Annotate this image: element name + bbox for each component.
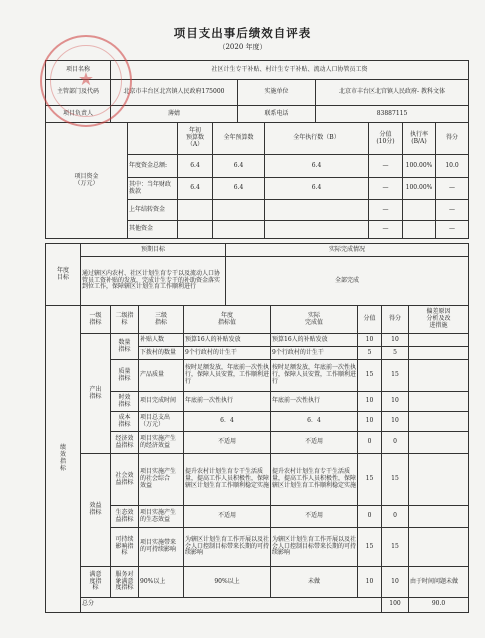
- goal-actual-text: 全部完成: [226, 257, 469, 306]
- funds-row-name: 其中：当年财政拨款: [128, 178, 178, 200]
- perf-got: 10: [382, 412, 409, 432]
- perf-score: 10: [358, 392, 382, 412]
- perf-note: [409, 347, 469, 360]
- perf-got: 0: [382, 506, 409, 528]
- phone-label: 联系电话: [238, 106, 316, 123]
- funds-row-name: 其他资金: [128, 221, 178, 239]
- funds-cell: [265, 221, 369, 239]
- funds-cell: 6.4: [265, 178, 369, 200]
- funds-cell: [178, 200, 213, 221]
- perf-target: 90%以上: [184, 567, 271, 598]
- total-score: 100: [382, 598, 409, 613]
- perf-l3: 补贴人数: [139, 334, 184, 347]
- perf-l1-effect: 效益 指标: [81, 454, 111, 567]
- perf-target: 预算16人的补贴发放: [184, 334, 271, 347]
- perf-l2: 可持续 影响指 标: [111, 528, 139, 567]
- funds-cell: [265, 200, 369, 221]
- funds-cell: —: [436, 200, 469, 221]
- perf-note: 由于时间问题未做: [409, 567, 469, 598]
- perf-l3: 项目实施带来 的可持续影响: [139, 528, 184, 567]
- phone-value: 83887115: [316, 106, 469, 123]
- seal-star-icon: ★: [77, 69, 95, 90]
- document-title: 项目支出事后绩效自评表: [173, 26, 312, 40]
- perf-header-l1: 一级 指标: [81, 306, 111, 334]
- perf-got: 15: [382, 528, 409, 567]
- perf-actual: 6．4: [271, 412, 358, 432]
- funds-header-b: 全年预算数: [213, 123, 265, 155]
- perf-actual: 预算16人的补贴发放: [271, 334, 358, 347]
- perf-got: 5: [382, 347, 409, 360]
- funds-blank-header: [128, 123, 178, 155]
- perf-got: 15: [382, 454, 409, 506]
- perf-l2: 时效 指标: [111, 392, 139, 412]
- table-row: [46, 454, 469, 506]
- funds-cell: 6.4: [213, 178, 265, 200]
- table-row: [46, 567, 469, 598]
- perf-note: [409, 506, 469, 528]
- document-year: （2020 年度）: [218, 43, 267, 51]
- funds-header-f: 得分: [436, 123, 469, 155]
- perf-note: [409, 334, 469, 347]
- perf-note: [409, 392, 469, 412]
- perf-l3: 项目总支出 （万元）: [139, 412, 184, 432]
- funds-cell: —: [369, 155, 403, 178]
- perf-score: 10: [358, 412, 382, 432]
- perf-actual: 9个行政村的计生干: [271, 347, 358, 360]
- perf-score: 15: [358, 528, 382, 567]
- perf-l3: 产品质量: [139, 360, 184, 392]
- funds-cell: 100.00%: [403, 155, 436, 178]
- dept-value: 北京市丰台区北宫镇人民政府175000: [111, 80, 238, 106]
- perf-l3: 项目完成时间: [139, 392, 184, 412]
- funds-cell: [178, 221, 213, 239]
- funds-cell: —: [436, 178, 469, 200]
- perf-got: 10: [382, 334, 409, 347]
- perf-note: [409, 528, 469, 567]
- perf-header-target: 年度 指标值: [184, 306, 271, 334]
- funds-header-d: 分值 (10分): [369, 123, 403, 155]
- funds-cell: 6.4: [213, 155, 265, 178]
- perf-header-score: 分值: [358, 306, 382, 334]
- performance-table: [45, 305, 469, 613]
- perf-score: 10: [358, 334, 382, 347]
- perf-got: 10: [382, 567, 409, 598]
- funds-cell: 6.4: [178, 178, 213, 200]
- owner-value: 薄婧: [111, 106, 238, 123]
- goal-plan-header: 预期目标: [81, 244, 226, 257]
- perf-l3: 下拨村的数量: [139, 347, 184, 360]
- goal-actual-header: 实际完成情况: [226, 244, 469, 257]
- perf-l2: 经济效 益指标: [111, 432, 139, 454]
- total-got: 90.0: [409, 598, 469, 613]
- project-name-label: 项目名称: [46, 61, 111, 80]
- perf-target: 按时足额发放，年底前一次性执行，保障人员安置，工作顺利进行: [184, 360, 271, 392]
- goal-label: 年度 目标: [46, 244, 81, 306]
- goal-plan-text: 通过辖区内农村、社区计划生育专干以及流动人口协管员工资补贴的发放，完成计生专干的补助资金落实到位工作，保障辖区计划生育工作顺利进行: [81, 257, 226, 306]
- perf-got: 15: [382, 360, 409, 392]
- perf-got: 10: [382, 392, 409, 412]
- perf-l2: 生态效 益指标: [111, 506, 139, 528]
- perf-actual: 提升农村计划生育专干生活质量，提高工作人员积极性，保障辖区计划生育工作顺利稳定实施: [271, 454, 358, 506]
- perf-actual: 未做: [271, 567, 358, 598]
- dept-label: 主管部门及代码: [46, 80, 111, 106]
- funds-cell: —: [369, 200, 403, 221]
- funds-cell: [403, 221, 436, 239]
- owner-label: 项目负责人: [46, 106, 111, 123]
- funds-row-name: 年度资金总额:: [128, 155, 178, 178]
- perf-header-l3: 三级 指标: [139, 306, 184, 334]
- perf-l3: 项目实施产生 的生态效益: [139, 506, 184, 528]
- goal-table: [45, 243, 469, 306]
- perf-score: 10: [358, 567, 382, 598]
- perf-l3: 90%以上: [139, 567, 184, 598]
- perf-l1-output: 产出 指标: [81, 334, 111, 454]
- perf-l1-satisfaction: 满意 度指 标: [81, 567, 111, 598]
- perf-l2: 数量 指标: [111, 334, 139, 360]
- perf-target: 不适用: [184, 432, 271, 454]
- perf-header-got: 得分: [382, 306, 409, 334]
- perf-side-label: 绩 效 指 标: [46, 306, 81, 613]
- perf-actual: 为辖区计划生育工作开展以及社会人口控制目标带来长期的可持续影响: [271, 528, 358, 567]
- funds-cell: 10.0: [436, 155, 469, 178]
- perf-target: 提升农村计划生育专干生活质量，提高工作人员积极性，保障辖区计划生育工作顺利稳定实施: [184, 454, 271, 506]
- perf-score: 15: [358, 360, 382, 392]
- perf-score: 0: [358, 432, 382, 454]
- total-row: [46, 598, 469, 613]
- table-row: [46, 334, 469, 347]
- funds-header-c: 全年执行数（B）: [265, 123, 369, 155]
- impl-label: 实施单位: [238, 80, 316, 106]
- perf-note: [409, 432, 469, 454]
- funds-cell: [213, 221, 265, 239]
- perf-target: 年底前一次性执行: [184, 392, 271, 412]
- funds-cell: —: [369, 178, 403, 200]
- perf-actual: 不适用: [271, 432, 358, 454]
- impl-value: 北京市丰台区北宫镇人民政府- 教科文体: [316, 80, 469, 106]
- perf-target: 不适用: [184, 506, 271, 528]
- perf-score: 0: [358, 506, 382, 528]
- perf-l3: 项目实施产生 的社会综合 效益: [139, 454, 184, 506]
- perf-note: [409, 412, 469, 432]
- info-table: [45, 60, 469, 123]
- perf-note: [409, 360, 469, 392]
- funds-header-a: 年初 预算数 （A）: [178, 123, 213, 155]
- perf-target: 9个行政村的计生干: [184, 347, 271, 360]
- project-name: 社区计生专干补贴、村计生专干补贴、流动人口协管员工资: [111, 61, 469, 80]
- perf-actual: 年底前一次性执行: [271, 392, 358, 412]
- perf-l2: 服务对 象满意 度指标: [111, 567, 139, 598]
- perf-target: 6．4: [184, 412, 271, 432]
- perf-header-actual: 实际 完成值: [271, 306, 358, 334]
- funds-table: [45, 122, 469, 239]
- funds-cell: 100.00%: [403, 178, 436, 200]
- perf-l2: 质量 指标: [111, 360, 139, 392]
- funds-cell: [403, 200, 436, 221]
- funds-cell: —: [436, 221, 469, 239]
- total-label: 总分: [81, 598, 382, 613]
- funds-header-e: 执行率 (B/A): [403, 123, 436, 155]
- funds-cell: 6.4: [265, 155, 369, 178]
- perf-target: 为辖区计划生育工作开展以及社会人口控制目标带来长期的可持续影响: [184, 528, 271, 567]
- perf-score: 5: [358, 347, 382, 360]
- funds-cell: —: [369, 221, 403, 239]
- perf-header-l2: 二级指 标: [111, 306, 139, 334]
- funds-label: 项目资金 （万元）: [46, 123, 128, 239]
- perf-got: 0: [382, 432, 409, 454]
- perf-l2: 成本 指标: [111, 412, 139, 432]
- funds-cell: [213, 200, 265, 221]
- perf-actual: 按时足额发放，年底前一次性执行，保障人员安置，工作顺利进行: [271, 360, 358, 392]
- perf-header-note: 偏差原因 分析及改 进措施: [409, 306, 469, 334]
- funds-row-name: 上年结转资金: [128, 200, 178, 221]
- funds-cell: 6.4: [178, 155, 213, 178]
- perf-note: [409, 454, 469, 506]
- perf-l2: 社会效 益指标: [111, 454, 139, 506]
- perf-actual: 不适用: [271, 506, 358, 528]
- perf-l3: 项目实施产生 的经济效益: [139, 432, 184, 454]
- perf-score: 15: [358, 454, 382, 506]
